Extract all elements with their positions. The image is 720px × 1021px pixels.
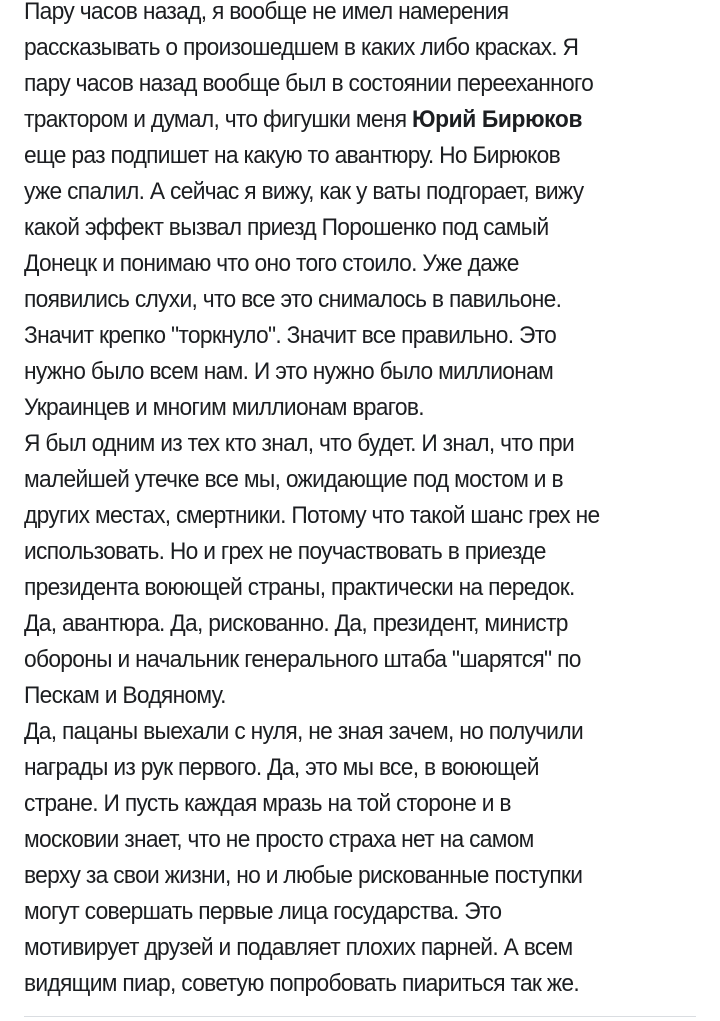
post-text (24, 0, 714, 1002)
post-line: нужно было всем нам. И это нужно было миллионам (24, 358, 554, 385)
post-line: мотивирует друзей и подавляет плохих парней. А всем (24, 934, 573, 961)
post-line: какой эффект вызвал приезд Порошенко под самый (24, 214, 549, 241)
post-line: стране. И пусть каждая мразь на той стороне и в (24, 790, 511, 817)
post-line: президента воюющей страны, практически на передок. (24, 574, 575, 601)
post-line: могут совершать первые лица государства. Это (24, 898, 502, 925)
post-line: еще раз подпишет на какую то авантюру. Но Бирюков (24, 142, 561, 169)
post-line: московии знает, что не просто страха нет на самом (24, 826, 534, 853)
mention-link-yuriy-biryukov[interactable]: Юрий Бирюков (411, 106, 583, 133)
post-line: видящим пиар, советую попробовать пиариться так же. (24, 970, 579, 997)
post-line: пару часов назад вообще был в состоянии перееханного (24, 70, 594, 97)
post-line: малейшей утечке все мы, ожидающие под мостом и в (24, 466, 563, 493)
post-line: Пескам и Водяному. (24, 682, 226, 709)
post-line: рассказывать о произошедшем в каких либо красках. Я (24, 34, 579, 61)
post-line: других местах, смертники. Потому что такой шанс грех не (24, 502, 600, 529)
post-line: Донецк и понимаю что оно того стоило. Уже даже (24, 250, 519, 277)
post-line: Я был одним из тех кто знал, что будет. И знал, что при (24, 430, 575, 457)
post-line: появились слухи, что все это снималось в павильоне. (24, 286, 562, 313)
post-line: Пару часов назад, я вообще не имел намерения (24, 0, 509, 25)
post-line: Значит крепко "торкнуло". Значит все правильно. Это (24, 322, 557, 349)
post-divider (24, 1016, 696, 1017)
post-line-with-mention (24, 102, 666, 138)
post-line: верху за свои жизни, но и любые рискованные поступки (24, 862, 583, 889)
post-line-text: трактором и думал, что фигушки меня (24, 106, 412, 133)
post-line: Да, пацаны выехали с нуля, не зная зачем, но получили (24, 718, 583, 745)
post-line: награды из рук первого. Да, это мы все, в воюющей (24, 754, 539, 781)
post-line: использовать. Но и грех не поучаствовать в приезде (24, 538, 546, 565)
post-line: обороны и начальник генерального штаба "шарятся" по (24, 646, 581, 673)
post-line: уже спалил. А сейчас я вижу, как у ваты подгорает, вижу (24, 178, 584, 205)
post-line: Украинцев и многим миллионам врагов. (24, 394, 424, 421)
post-line: Да, авантюра. Да, рискованно. Да, президент, министр (24, 610, 568, 637)
